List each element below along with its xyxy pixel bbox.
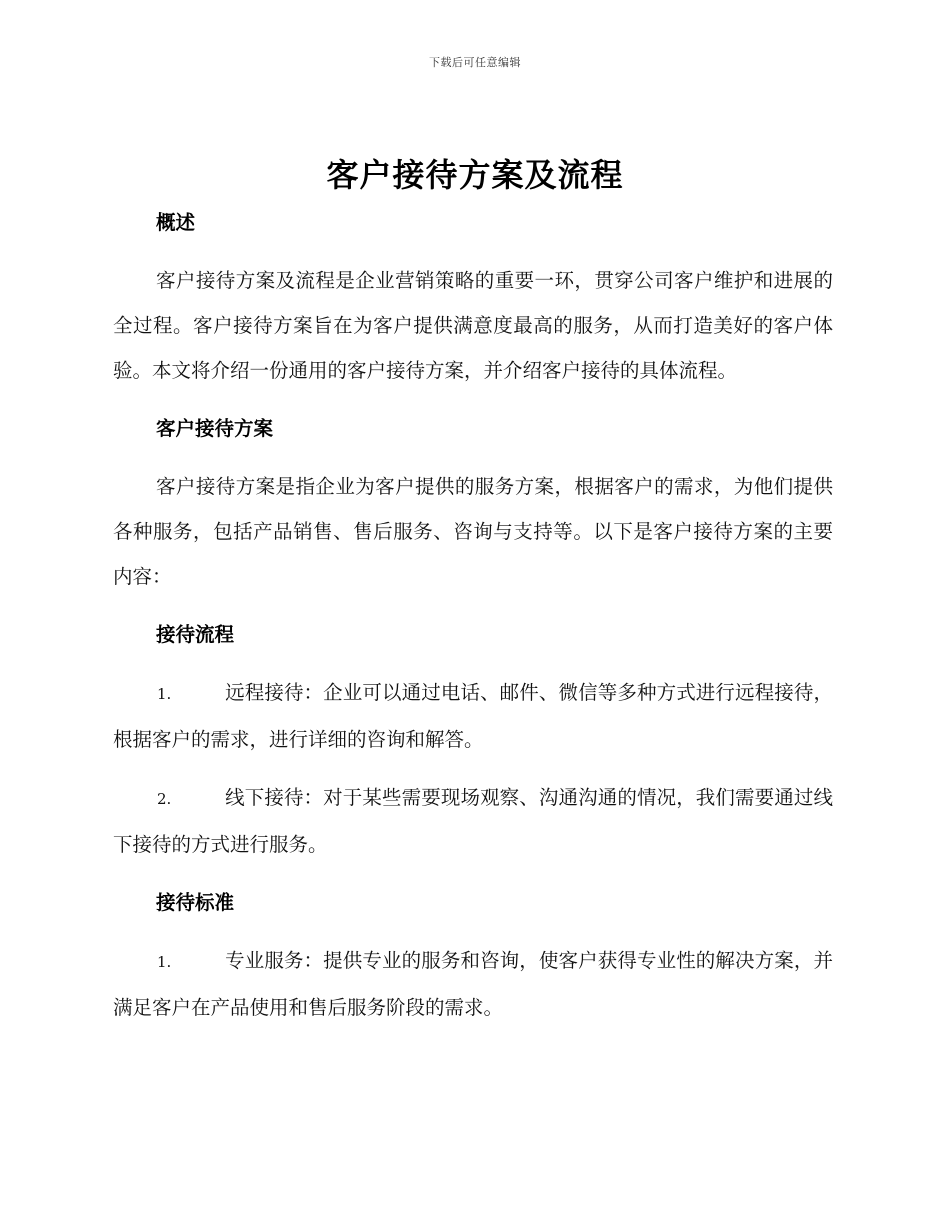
document-body — [113, 200, 833, 1030]
section-heading-process: 接待流程 — [156, 623, 235, 646]
standards-list-item-1 — [113, 938, 833, 1030]
process-list-item-2 — [113, 775, 833, 867]
section-heading-plan: 客户接待方案 — [156, 417, 274, 440]
process-list-item-1 — [113, 670, 833, 762]
page-header-note: 下载后可任意编辑 — [429, 56, 521, 69]
document-title: 客户接待方案及流程 — [326, 156, 624, 194]
list-item-text: 远程接待：企业可以通过电话、邮件、微信等多种方式进行远程接待，根据客户的需求，进行详细的咨询和解答。 — [113, 681, 833, 751]
section-heading-overview: 概述 — [156, 211, 196, 234]
list-number: 2. — [157, 790, 172, 808]
section-heading-standards: 接待标准 — [156, 891, 235, 914]
list-number: 1. — [157, 953, 172, 971]
list-number: 1. — [157, 685, 172, 703]
list-item-text: 线下接待：对于某些需要现场观察、沟通沟通的情况，我们需要通过线下接待的方式进行服务。 — [113, 786, 833, 856]
overview-paragraph: 客户接待方案及流程是企业营销策略的重要一环，贯穿公司客户维护和进展的全过程。客户接待方案旨在为客户提供满意度最高的服务，从而打造美好的客户体验。本文将介绍一份通用的客户接待方案，并介绍客户接待的具体流程。 — [113, 269, 833, 382]
plan-paragraph: 客户接待方案是指企业为客户提供的服务方案，根据客户的需求，为他们提供各种服务，包括产品销售、售后服务、咨询与支持等。以下是客户接待方案的主要内容： — [113, 475, 833, 588]
list-item-text: 专业服务：提供专业的服务和咨询，使客户获得专业性的解决方案，并满足客户在产品使用和售后服务阶段的需求。 — [113, 949, 833, 1019]
